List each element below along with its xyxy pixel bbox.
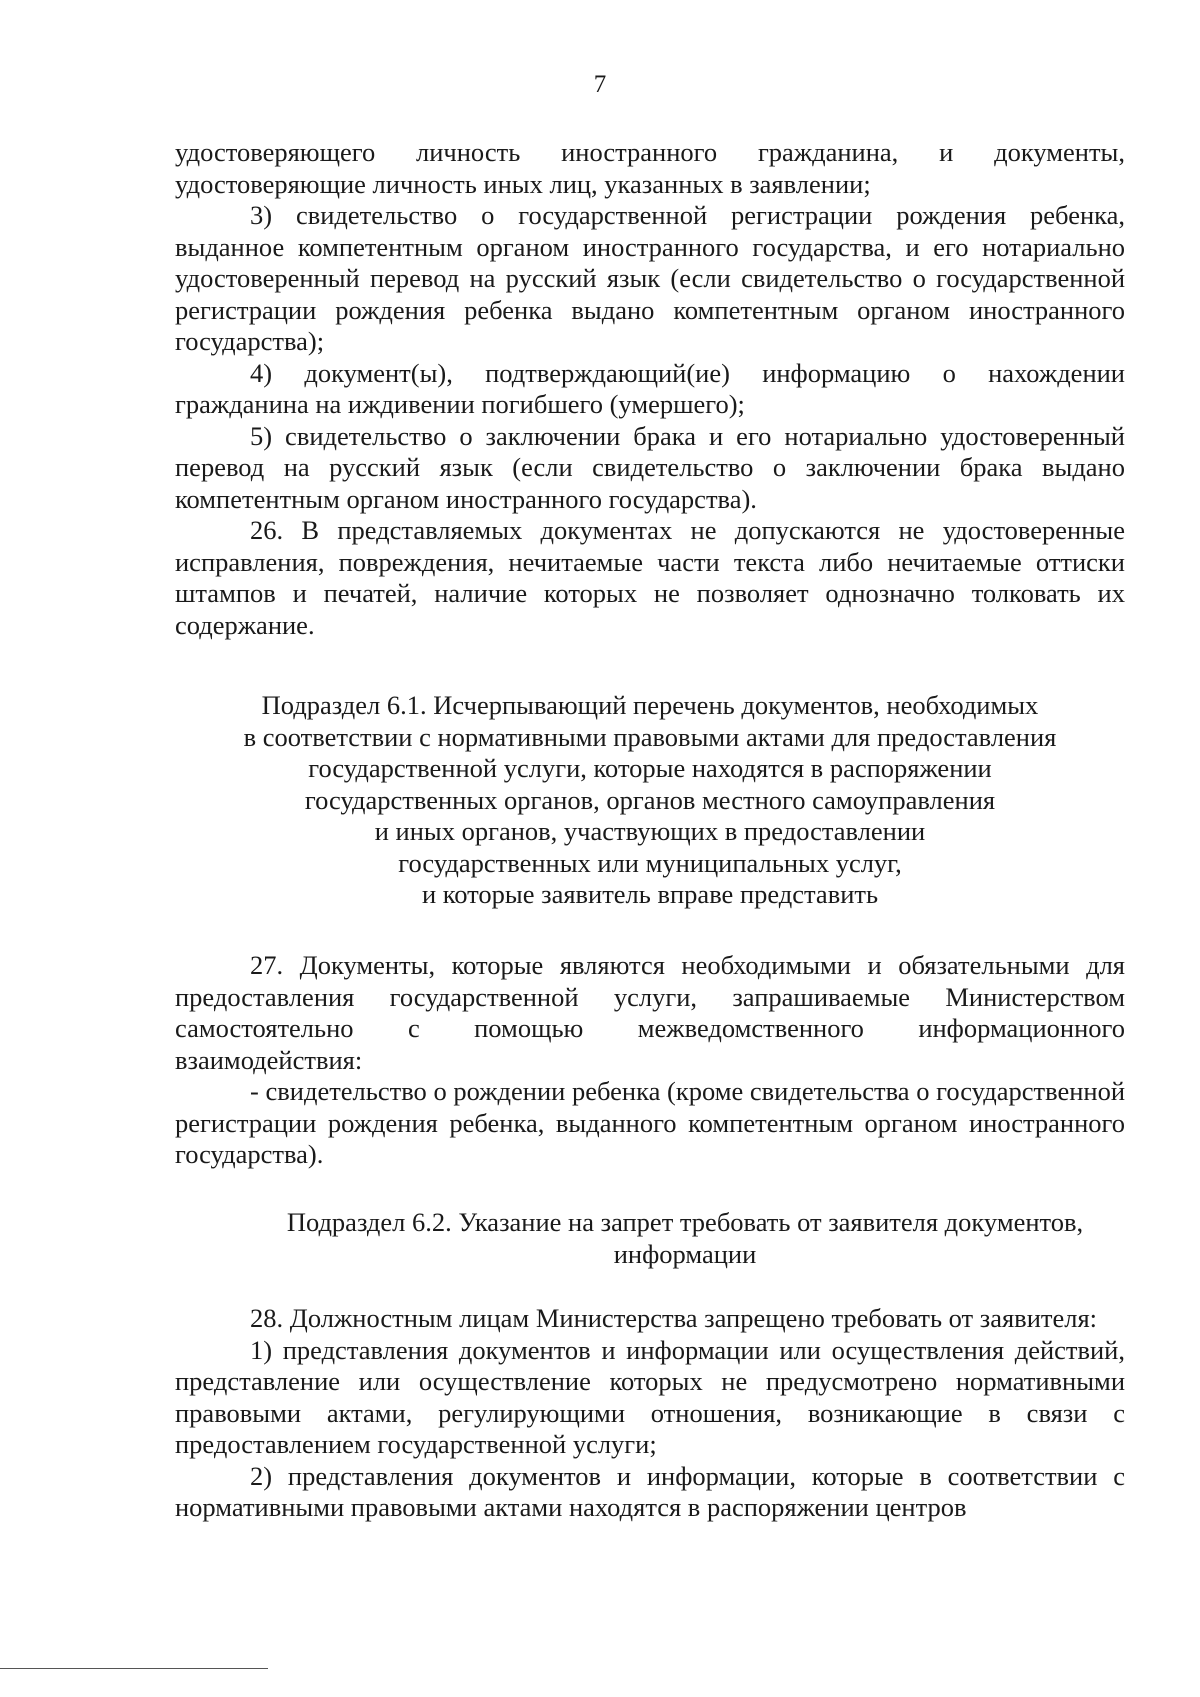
heading-line: Подраздел 6.2. Указание на запрет требовать от заявителя документов, [286, 1207, 1084, 1237]
paragraph: - свидетельство о рождении ребенка (кроме свидетельства о государственной регистрации рождения ребенка, выданного компетентным органом иностранного государства). [175, 1076, 1125, 1169]
heading-line: и которые заявитель вправе представить [421, 879, 879, 909]
heading-line: и иных органов, участвующих в предоставлении [374, 816, 926, 846]
paragraph: 5) свидетельство о заключении брака и его нотариально удостоверенный перевод на русский язык (если свидетельство о заключении брака выдано компетентным органом иностранного государства). [175, 420, 1125, 514]
footnote-separator [0, 1668, 268, 1669]
paragraph: 1) представления документов и информации или осуществления действий, представление или осуществление которых не предусмотрено нормативными правовыми актами, регулирующими отношения, возникающие в связи с предоставлением государственной услуги; [175, 1334, 1125, 1459]
heading-line: государственной услуги, которые находятся в распоряжении [308, 753, 992, 783]
heading-line: в соответствии с нормативными правовыми актами для предоставления [243, 721, 1057, 752]
paragraph-27: 27. Документы, которые являются необходимыми и обязательными для предоставления государственной услуги, запрашиваемые Министерством самостоятельно с помощью межведомственного информационного взаимодействия: [175, 950, 1125, 1075]
heading-line: информации [613, 1238, 757, 1269]
heading-line: государственных или муниципальных услуг, [398, 847, 902, 878]
heading-line: государственных органов, органов местного самоуправления [304, 784, 996, 815]
paragraph: 4) документ(ы), подтверждающий(ие) информацию о нахождении гражданина на иждивении погибшего (умершего); [175, 357, 1125, 419]
subsection-heading-6-2 [245, 1207, 1125, 1270]
paragraph: 2) представления документов и информации, которые в соответствии с нормативными правовыми актами находятся в распоряжении центров [175, 1460, 1125, 1522]
paragraph-28: 28. Должностным лицам Министерства запрещено требовать от заявителя: [250, 1303, 1097, 1333]
text-block-prohibitions [175, 1303, 1125, 1524]
heading-line: Подраздел 6.1. Исчерпывающий перечень документов, необходимых [261, 690, 1039, 720]
paragraph: 3) свидетельство о государственной регистрации рождения ребенка, выданное компетентным органом иностранного государства, и его нотариально удостоверенный перевод на русский язык (если свидетельство о государственной регистрации рождения ребенка выдано компетентным органом иностранного государства); [175, 200, 1125, 356]
subsection-heading-6-1 [175, 690, 1125, 911]
paragraph: удостоверяющего личность иностранного гражданина, и документы, удостоверяющие личность иных лиц, указанных в заявлении; [175, 137, 1125, 199]
paragraph-26: 26. В представляемых документах не допускаются не удостоверенные исправления, повреждения, нечитаемые части текста либо нечитаемые оттиски штампов и печатей, наличие которых не позволяет однозначно толковать их содержание. [175, 515, 1125, 640]
text-block-interagency-documents [175, 950, 1125, 1171]
page-number: 7 [593, 71, 607, 98]
text-block-documents-list [175, 137, 1125, 641]
